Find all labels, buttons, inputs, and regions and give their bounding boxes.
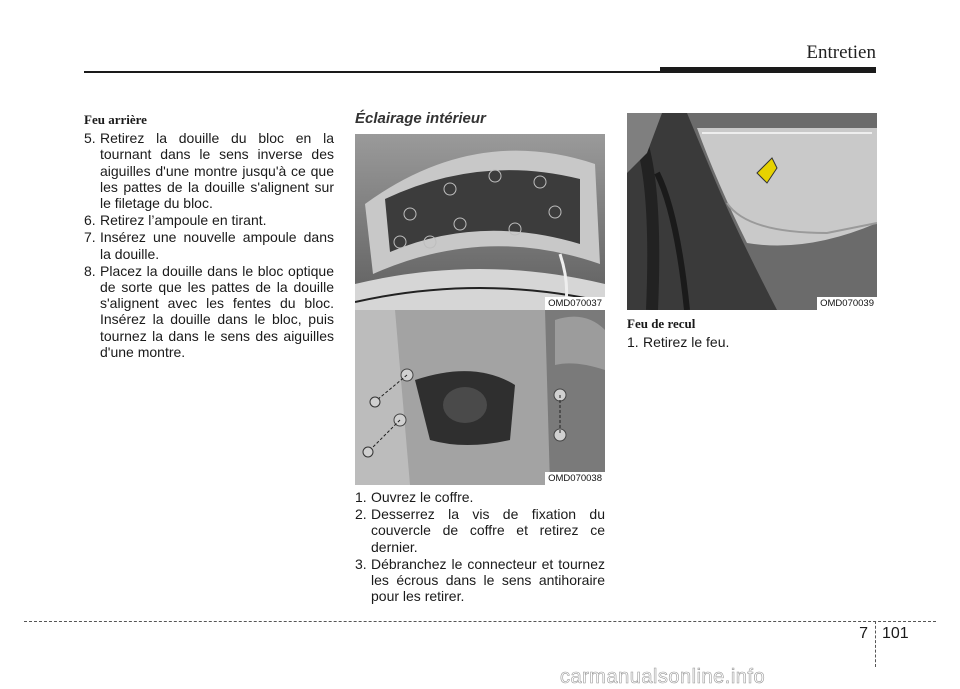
trunk-lamp-figure <box>355 310 605 485</box>
rear-light-heading: Feu arrière <box>84 112 147 127</box>
interior-lighting-section <box>355 489 605 605</box>
reverse-light-heading: Feu de recul <box>627 316 696 331</box>
list-item <box>84 263 334 360</box>
step-text: Retirez le feu. <box>643 334 730 351</box>
list-item <box>84 229 334 261</box>
list-item <box>355 556 605 605</box>
step-text: Retirez l’ampoule en tirant. <box>100 212 267 229</box>
trunk-lid-figure <box>355 134 605 310</box>
step-number: 2. <box>355 506 367 523</box>
step-text: Ouvrez le coffre. <box>371 489 474 505</box>
step-text: Débranchez le connecteur et tournez les écrous dans le sens antihoraire pour les retirer. <box>371 555 605 605</box>
rear-light-section <box>84 112 334 361</box>
footer-dashed-rule <box>24 621 936 622</box>
step-number: 3. <box>355 555 367 572</box>
reverse-light-section <box>627 316 877 351</box>
step-number: 1. <box>627 334 639 351</box>
header-rule-thick <box>660 67 876 73</box>
list-item <box>355 506 605 555</box>
footer-dashed-divider <box>875 621 876 667</box>
interior-lighting-heading: Éclairage intérieur <box>355 110 486 127</box>
step-number: 6. <box>84 212 96 229</box>
step-number: 8. <box>84 262 96 279</box>
interior-lighting-steps <box>355 489 605 604</box>
rear-light-steps <box>84 130 334 360</box>
list-item <box>84 212 334 228</box>
reverse-light-steps <box>627 334 877 350</box>
step-text: Desserrez la vis de fixation du couvercle de coffre et retirez ce dernier. <box>371 506 605 555</box>
list-item <box>627 334 877 350</box>
step-text: Insérez une nouvelle ampoule dans la douille. <box>100 229 334 262</box>
figure-caption: OMD070037 <box>545 297 605 310</box>
watermark: carmanualsonline.info <box>560 666 766 688</box>
reverse-light-figure <box>627 113 877 310</box>
list-item <box>84 130 334 211</box>
figure-caption: OMD070039 <box>817 297 877 310</box>
list-item <box>355 489 605 505</box>
step-number: 1. <box>355 489 367 505</box>
chapter-number: 7 <box>859 625 868 642</box>
step-text: Retirez la douille du bloc en la tournant dans le sens inverse des aiguilles d'une montre jusqu'à ce que les pattes de la douille s'alignent sur le filetage du bloc. <box>100 130 334 212</box>
header-rule-thin <box>84 71 660 73</box>
header-title: Entretien <box>806 42 876 63</box>
step-text: Placez la douille dans le bloc optique de sorte que les pattes de la douille s'alignent avec les fentes du bloc. Insérez la douille dans le bloc, puis tournez la dans le sens des aiguilles d'une montre. <box>100 262 334 360</box>
page-number: 101 <box>882 625 909 642</box>
figure-caption: OMD070038 <box>545 472 605 485</box>
step-number: 5. <box>84 130 96 147</box>
step-number: 7. <box>84 229 96 246</box>
